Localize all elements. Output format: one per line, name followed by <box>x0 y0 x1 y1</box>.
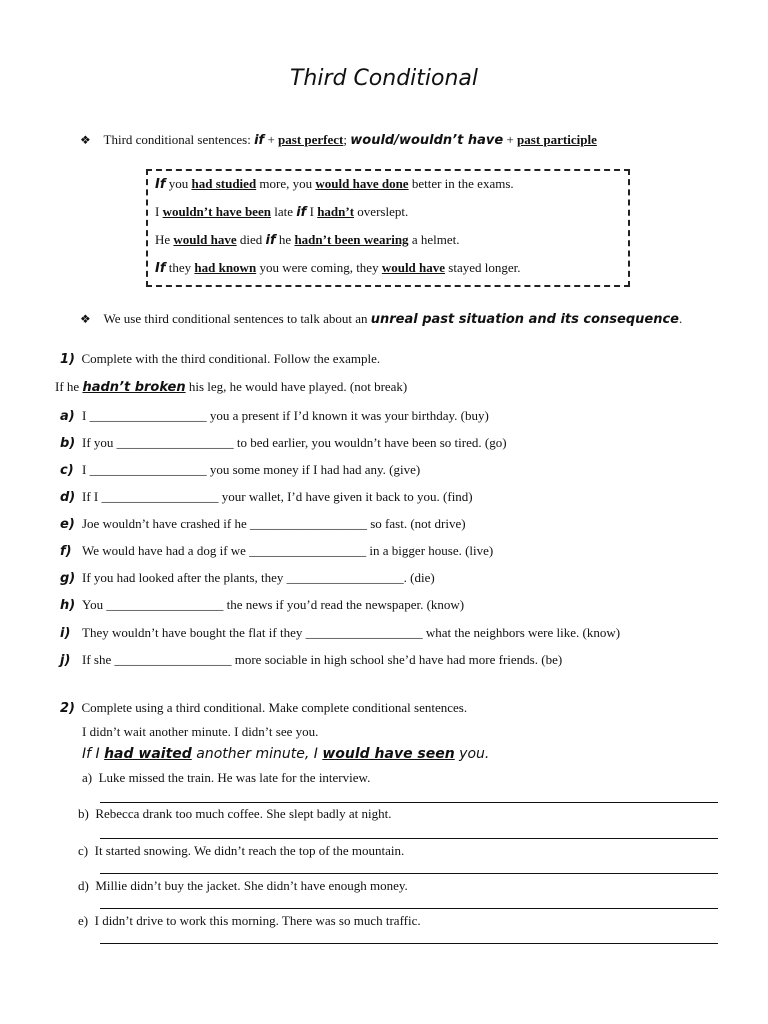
exercise-item: c) <box>60 463 74 478</box>
exercise-item-text: If I __________________ your wallet, I’d have given it back to you. (find) <box>82 489 473 504</box>
answer-line[interactable] <box>100 802 718 803</box>
exercise-item: c) It started snowing. We didn’t reach the top of the mountain. <box>78 843 405 858</box>
exercise-item: d) Millie didn’t buy the jacket. She didn’t have enough money. <box>78 878 408 893</box>
exercise-item-text: If you __________________ to bed earlier, you wouldn’t have been so tired. (go) <box>82 435 507 450</box>
answer-line[interactable] <box>100 873 718 874</box>
exercise-item: d) <box>60 490 76 505</box>
answer-line[interactable] <box>100 943 718 944</box>
exercise-item-text: If she __________________ more sociable in high school she’d have had more friends. (be) <box>82 652 563 667</box>
exercise-instruction: Complete using a third conditional. Make complete conditional sentences. <box>81 700 468 715</box>
example-sentence: If you had studied more, you would have done better in the exams. <box>155 176 514 192</box>
rule-plus: + <box>503 132 518 147</box>
exercise-number: 1) <box>60 352 75 367</box>
exercise-item: e) I didn’t drive to work this morning. There was so much traffic. <box>78 913 421 928</box>
page-title: Third Conditional <box>289 66 479 91</box>
exercise-2-heading <box>60 700 467 716</box>
exercise-item-text: If you had looked after the plants, they __________________. (die) <box>82 570 435 585</box>
exercise-item-text: You __________________ the news if you’d read the newspaper. (know) <box>82 597 465 612</box>
exercise-2-model-answer: If I had waited another minute, I would have seen you. <box>82 746 490 762</box>
exercise-item-text: I __________________ you a present if I’d known it was your birthday. (buy) <box>82 408 489 423</box>
rule-intro: Third conditional sentences: <box>103 132 255 147</box>
exercise-number: 2) <box>60 701 75 716</box>
usage-highlight: unreal past situation and its consequence <box>370 312 679 327</box>
example-answer: hadn’t broken <box>82 380 186 395</box>
example-sentence: If they had known you were coming, they would have stayed longer. <box>155 260 521 276</box>
rule-plus: + <box>264 132 279 147</box>
exercise-instruction: Complete with the third conditional. Follow the example. <box>81 351 381 366</box>
exercise-1-heading <box>60 351 380 367</box>
bullet-icon: ❖ <box>80 312 91 326</box>
bullet-icon: ❖ <box>80 133 91 147</box>
example-sentence: He would have died if he hadn’t been wearing a helmet. <box>155 232 460 248</box>
exercise-item: e) <box>60 517 75 532</box>
exercise-item: a) Luke missed the train. He was late for the interview. <box>82 770 371 785</box>
exercise-item-text: They wouldn’t have bought the flat if they __________________ what the neighbors were like. (know) <box>82 625 621 640</box>
exercise-2-prompt: I didn’t wait another minute. I didn’t see you. <box>82 724 319 739</box>
rule-if: if <box>254 133 265 148</box>
exercise-item: b) Rebecca drank too much coffee. She slept badly at night. <box>78 806 392 821</box>
answer-line[interactable] <box>100 838 718 839</box>
exercise-item: i) <box>60 626 71 641</box>
exercise-item: h) <box>60 598 76 613</box>
rule-semicolon: ; <box>343 132 351 147</box>
rule-would: would/wouldn’t have <box>350 133 504 148</box>
example-sentence: I wouldn’t have been late if I hadn’t overslept. <box>155 204 409 220</box>
rule-past-participle: past participle <box>517 132 597 147</box>
exercise-item: f) <box>60 544 72 559</box>
exercise-item-text: Joe wouldn’t have crashed if he __________________ so fast. (not drive) <box>82 516 466 531</box>
exercise-item: j) <box>60 653 71 668</box>
exercise-item: g) <box>60 571 76 586</box>
exercise-item-text: We would have had a dog if we __________________ in a bigger house. (live) <box>82 543 494 558</box>
answer-line[interactable] <box>100 908 718 909</box>
exercise-item-text: I __________________ you some money if I had had any. (give) <box>82 462 421 477</box>
exercise-item: a) <box>60 409 75 424</box>
exercise-1-example: If he hadn’t broken his leg, he would have played. (not break) <box>55 379 408 395</box>
exercise-item: b) <box>60 436 76 451</box>
rule-past-perfect: past perfect <box>278 132 344 147</box>
rule-line <box>80 132 597 148</box>
usage-text: We use third conditional sentences to talk about an <box>103 311 371 326</box>
usage-line: ❖ We use third conditional sentences to talk about an unreal past situation and its consequence. <box>80 311 683 327</box>
